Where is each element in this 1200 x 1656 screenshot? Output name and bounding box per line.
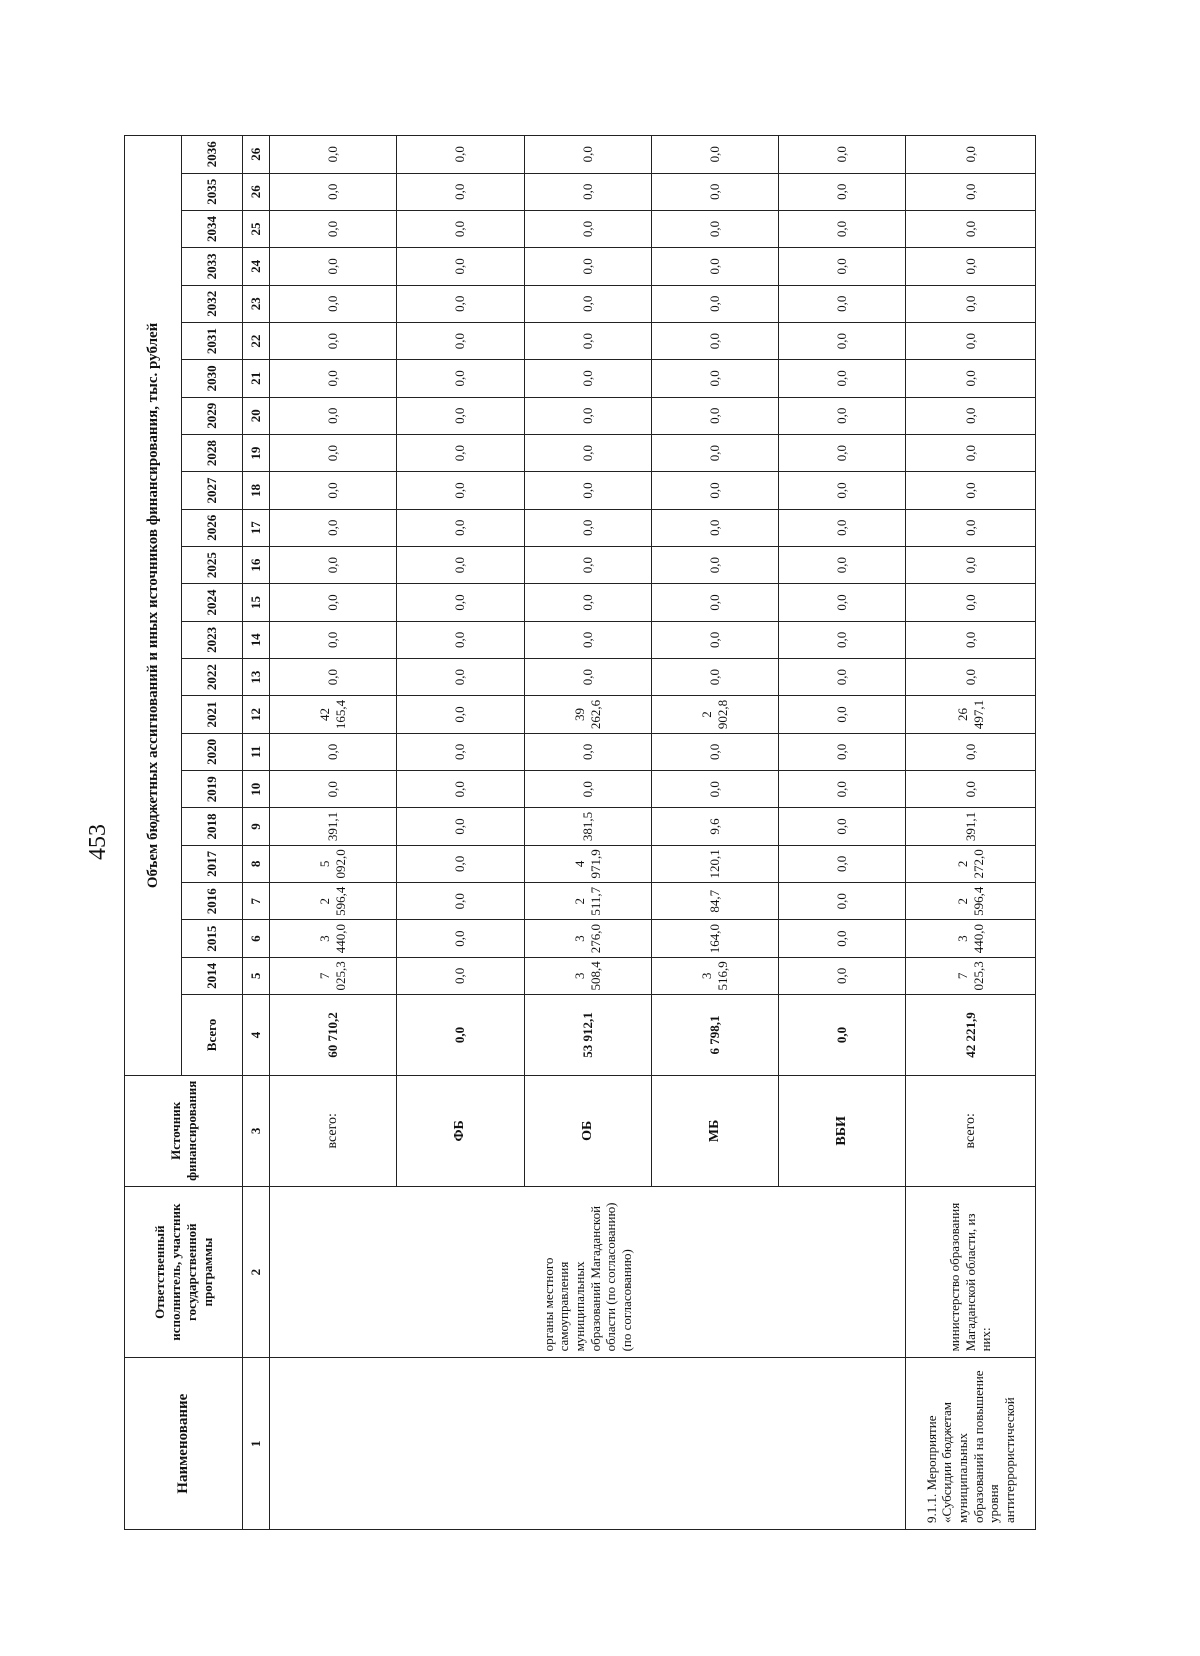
row-value: 0,0	[779, 285, 906, 322]
row-value: 0,0	[779, 733, 906, 770]
row-value: 0,0	[779, 136, 906, 174]
row-value: 0,0	[779, 360, 906, 397]
row-value: 0,0	[270, 248, 397, 285]
row-value: 0,0	[651, 210, 778, 247]
row-value: 39 262,6	[524, 696, 651, 733]
row-source: ВБИ	[779, 1075, 906, 1186]
row-value: 3 516,9	[651, 957, 778, 994]
header-year: 2025	[182, 546, 243, 583]
row-value: 0,0	[397, 210, 524, 247]
row-value: 0,0	[779, 883, 906, 920]
row-value: 26 497,1	[906, 696, 1036, 733]
column-number: 6	[243, 920, 270, 957]
column-number: 19	[243, 434, 270, 471]
column-number: 11	[243, 733, 270, 770]
row-value: 0,0	[397, 845, 524, 882]
row-total: 0,0	[397, 995, 524, 1076]
column-number: 8	[243, 845, 270, 882]
row-value: 0,0	[524, 173, 651, 210]
row-value: 7 025,3	[906, 957, 1036, 994]
row-total: 0,0	[779, 995, 906, 1076]
row-value: 0,0	[270, 434, 397, 471]
row-value: 0,0	[651, 659, 778, 696]
row-value: 0,0	[651, 173, 778, 210]
row-value: 0,0	[779, 584, 906, 621]
header-year: 2036	[182, 136, 243, 174]
header-year: 2014	[182, 957, 243, 994]
row-total: 6 798,1	[651, 995, 778, 1076]
row-value: 0,0	[524, 509, 651, 546]
row-value: 0,0	[906, 434, 1036, 471]
row-value: 164,0	[651, 920, 778, 957]
row-value: 0,0	[779, 845, 906, 882]
header-source: Источник финансирования	[125, 1075, 243, 1186]
row-value: 0,0	[397, 322, 524, 359]
row-value: 2 272,0	[906, 845, 1036, 882]
row-value: 0,0	[906, 771, 1036, 808]
column-number: 24	[243, 248, 270, 285]
row-value: 0,0	[779, 397, 906, 434]
header-year: 2028	[182, 434, 243, 471]
table-row	[270, 136, 397, 1530]
header-year: 2035	[182, 173, 243, 210]
row-value: 0,0	[524, 659, 651, 696]
row-value: 0,0	[270, 360, 397, 397]
row-value: 0,0	[651, 621, 778, 658]
row-value: 0,0	[397, 621, 524, 658]
row-value: 0,0	[779, 957, 906, 994]
row-value: 391,1	[906, 808, 1036, 845]
row-value: 0,0	[906, 285, 1036, 322]
row-value: 0,0	[397, 285, 524, 322]
column-number: 12	[243, 696, 270, 733]
row-value: 0,0	[779, 322, 906, 359]
row-value: 0,0	[906, 173, 1036, 210]
row-value: 0,0	[397, 957, 524, 994]
row-value: 0,0	[651, 285, 778, 322]
row-value: 0,0	[397, 920, 524, 957]
column-number: 4	[243, 995, 270, 1076]
header-volume: Объем бюджетных ассигнований и иных источников финансирования, тыс. рублей	[125, 136, 182, 1076]
row-value: 0,0	[524, 210, 651, 247]
column-number: 14	[243, 621, 270, 658]
row-value: 120,1	[651, 845, 778, 882]
row-total: 53 912,1	[524, 995, 651, 1076]
row-value: 0,0	[906, 136, 1036, 174]
row-value: 0,0	[651, 360, 778, 397]
row-value: 0,0	[397, 397, 524, 434]
row-value: 2 902,8	[651, 696, 778, 733]
row-value: 0,0	[270, 621, 397, 658]
row-value: 0,0	[779, 621, 906, 658]
row-value: 0,0	[906, 322, 1036, 359]
header-year: 2021	[182, 696, 243, 733]
row-value: 0,0	[524, 434, 651, 471]
row-value: 0,0	[779, 920, 906, 957]
header-responsible: Ответственный исполнитель, участник государственной программы	[125, 1186, 243, 1358]
page-number: 453	[85, 824, 111, 860]
row-value: 0,0	[524, 136, 651, 174]
header-year: 2030	[182, 360, 243, 397]
row-value: 0,0	[270, 472, 397, 509]
row-value: 0,0	[524, 472, 651, 509]
header-year: 2034	[182, 210, 243, 247]
row-value: 0,0	[397, 173, 524, 210]
row-value: 0,0	[779, 771, 906, 808]
row-value: 0,0	[906, 584, 1036, 621]
row-value: 0,0	[270, 771, 397, 808]
row-value: 0,0	[270, 322, 397, 359]
header-year: 2032	[182, 285, 243, 322]
row-value: 0,0	[524, 360, 651, 397]
row-value: 0,0	[779, 509, 906, 546]
row-value: 42 165,4	[270, 696, 397, 733]
header-year: 2027	[182, 472, 243, 509]
row-value: 2 596,4	[906, 883, 1036, 920]
header-year: 2015	[182, 920, 243, 957]
row-value: 3 508,4	[524, 957, 651, 994]
row-value: 0,0	[397, 360, 524, 397]
row-value: 0,0	[270, 136, 397, 174]
column-number: 2	[243, 1186, 270, 1358]
row-value: 0,0	[524, 621, 651, 658]
row-value: 0,0	[779, 434, 906, 471]
row-value: 0,0	[651, 322, 778, 359]
row-value: 0,0	[906, 397, 1036, 434]
row-value: 0,0	[906, 509, 1036, 546]
row-value: 4 971,9	[524, 845, 651, 882]
row-value: 0,0	[524, 322, 651, 359]
column-number: 22	[243, 322, 270, 359]
row-value: 0,0	[779, 210, 906, 247]
row-value: 0,0	[651, 733, 778, 770]
column-number: 10	[243, 771, 270, 808]
row-value: 0,0	[906, 210, 1036, 247]
row-source: всего:	[270, 1075, 397, 1186]
column-number: 9	[243, 808, 270, 845]
row-value: 0,0	[779, 696, 906, 733]
row-value: 0,0	[779, 546, 906, 583]
row-total: 42 221,9	[906, 995, 1036, 1076]
column-number: 5	[243, 957, 270, 994]
header-year: 2020	[182, 733, 243, 770]
column-number: 17	[243, 509, 270, 546]
financing-table	[124, 135, 1036, 1530]
header-year: 2022	[182, 659, 243, 696]
header-year: 2023	[182, 621, 243, 658]
row-value: 0,0	[524, 733, 651, 770]
row-value: 3 440,0	[906, 920, 1036, 957]
header-year: 2031	[182, 322, 243, 359]
row-value: 0,0	[397, 883, 524, 920]
row-value: 0,0	[270, 584, 397, 621]
header-year: 2033	[182, 248, 243, 285]
row-value: 0,0	[651, 584, 778, 621]
row-name-empty	[270, 1358, 906, 1530]
column-number: 13	[243, 659, 270, 696]
row-value: 3 440,0	[270, 920, 397, 957]
row-value: 0,0	[906, 621, 1036, 658]
row-value: 0,0	[397, 509, 524, 546]
row-value: 0,0	[906, 472, 1036, 509]
row-value: 0,0	[397, 136, 524, 174]
row-value: 0,0	[651, 136, 778, 174]
column-number: 25	[243, 210, 270, 247]
row-value: 0,0	[651, 509, 778, 546]
row-name: 9.1.1. Мероприятие «Субсидии бюджетам муниципальных образований на повышение уровня антитеррористической	[906, 1358, 1036, 1530]
row-value: 0,0	[651, 546, 778, 583]
column-number: 7	[243, 883, 270, 920]
column-number: 16	[243, 546, 270, 583]
column-number: 23	[243, 285, 270, 322]
row-value: 0,0	[397, 546, 524, 583]
row-value: 0,0	[651, 248, 778, 285]
header-year: 2019	[182, 771, 243, 808]
row-value: 0,0	[397, 808, 524, 845]
table-row	[906, 136, 1036, 1530]
row-value: 0,0	[524, 584, 651, 621]
row-value: 0,0	[524, 248, 651, 285]
row-value: 0,0	[270, 397, 397, 434]
row-value: 0,0	[906, 546, 1036, 583]
row-value: 0,0	[397, 696, 524, 733]
row-value: 0,0	[651, 397, 778, 434]
row-source: МБ	[651, 1075, 778, 1186]
row-value: 0,0	[651, 434, 778, 471]
row-value: 7 025,3	[270, 957, 397, 994]
row-value: 0,0	[397, 659, 524, 696]
column-number: 26	[243, 173, 270, 210]
row-value: 0,0	[270, 285, 397, 322]
row-value: 0,0	[270, 659, 397, 696]
row-value: 381,5	[524, 808, 651, 845]
row-value: 0,0	[397, 771, 524, 808]
row-value: 0,0	[779, 248, 906, 285]
header-total: Всего	[182, 995, 243, 1076]
row-value: 0,0	[779, 659, 906, 696]
row-value: 84,7	[651, 883, 778, 920]
row-total: 60 710,2	[270, 995, 397, 1076]
row-value: 0,0	[906, 733, 1036, 770]
row-value: 0,0	[651, 771, 778, 808]
row-value: 0,0	[524, 546, 651, 583]
row-value: 0,0	[779, 173, 906, 210]
column-number: 15	[243, 584, 270, 621]
row-value: 0,0	[397, 434, 524, 471]
row-source: ФБ	[397, 1075, 524, 1186]
row-value: 0,0	[270, 733, 397, 770]
row-source: ОБ	[524, 1075, 651, 1186]
row-value: 0,0	[397, 472, 524, 509]
column-number: 26	[243, 136, 270, 174]
column-number: 18	[243, 472, 270, 509]
row-value: 0,0	[397, 733, 524, 770]
row-value: 2 511,7	[524, 883, 651, 920]
row-value: 0,0	[270, 210, 397, 247]
row-value: 0,0	[524, 397, 651, 434]
row-value: 0,0	[270, 173, 397, 210]
row-value: 3 276,0	[524, 920, 651, 957]
row-value: 391,1	[270, 808, 397, 845]
row-value: 2 596,4	[270, 883, 397, 920]
column-number: 1	[243, 1358, 270, 1530]
row-value: 0,0	[524, 285, 651, 322]
header-year: 2029	[182, 397, 243, 434]
financing-table-rotated	[124, 135, 1036, 1530]
row-value: 0,0	[906, 360, 1036, 397]
column-number: 3	[243, 1075, 270, 1186]
row-value: 0,0	[397, 248, 524, 285]
row-value: 0,0	[270, 546, 397, 583]
header-name: Наименование	[125, 1358, 243, 1530]
column-number: 20	[243, 397, 270, 434]
row-value: 0,0	[906, 659, 1036, 696]
row-value: 0,0	[779, 808, 906, 845]
row-responsible: министерство образования Магаданской области, из них:	[906, 1186, 1036, 1358]
header-year: 2024	[182, 584, 243, 621]
header-year: 2018	[182, 808, 243, 845]
row-value: 0,0	[270, 509, 397, 546]
row-value: 0,0	[397, 584, 524, 621]
row-value: 0,0	[651, 472, 778, 509]
header-year: 2026	[182, 509, 243, 546]
row-responsible: органы местного самоуправления муниципальных образований Магаданской области (по согласованию) (по согласованию)	[270, 1186, 906, 1358]
row-value: 5 092,0	[270, 845, 397, 882]
row-source: всего:	[906, 1075, 1036, 1186]
header-year: 2016	[182, 883, 243, 920]
row-value: 0,0	[524, 771, 651, 808]
column-number: 21	[243, 360, 270, 397]
row-value: 0,0	[906, 248, 1036, 285]
row-value: 0,0	[779, 472, 906, 509]
header-year: 2017	[182, 845, 243, 882]
row-value: 9,6	[651, 808, 778, 845]
